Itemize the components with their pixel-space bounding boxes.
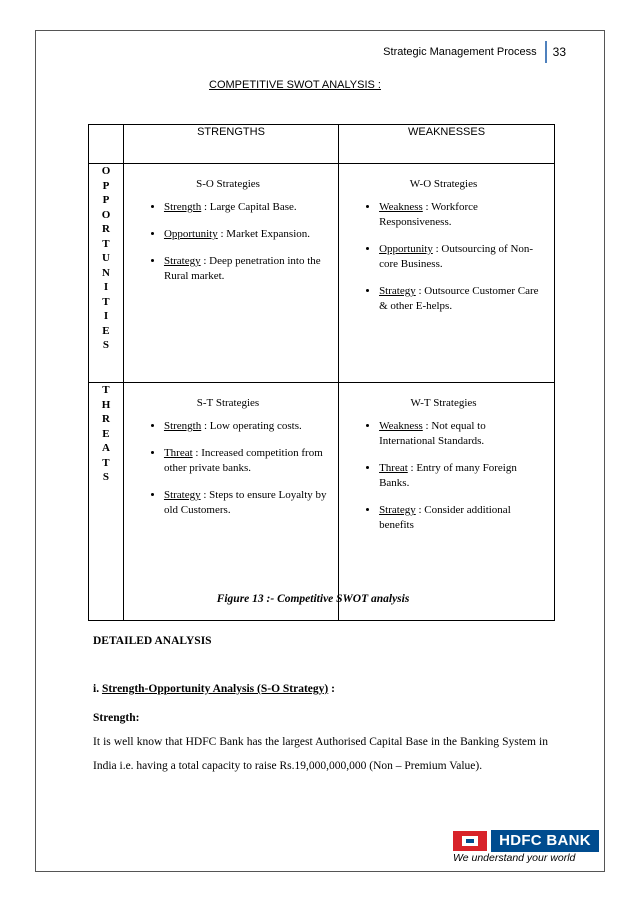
list-item: • Strategy : Outsource Customer Care & other E-helps. <box>379 284 544 314</box>
side-letter: E <box>102 427 110 440</box>
page-number: 33 <box>552 45 566 59</box>
list-item: • Opportunity : Outsourcing of Non-core Business. <box>379 242 544 272</box>
detailed-analysis-heading: DETAILED ANALYSIS <box>93 635 212 647</box>
row-opportunities <box>89 164 124 383</box>
side-letter: R <box>102 413 110 425</box>
list-item: • Threat : Entry of many Foreign Banks. <box>379 461 544 491</box>
page-header <box>383 41 566 63</box>
so-cell <box>123 164 338 383</box>
st-list <box>136 419 328 518</box>
side-letter: P <box>102 194 110 206</box>
col-weaknesses: WEAKNESSES <box>339 125 555 164</box>
side-letter: U <box>102 252 110 264</box>
side-letter: T <box>102 384 110 396</box>
swot-heading: COMPETITIVE SWOT ANALYSIS : <box>209 79 381 91</box>
list-item: • Opportunity : Market Expansion. <box>164 227 328 242</box>
col-strengths: STRENGTHS <box>123 125 338 164</box>
list-item: • Threat : Increased competition from other private banks. <box>164 446 328 476</box>
figure-caption: Figure 13 :- Competitive SWOT analysis <box>216 593 410 605</box>
row-threats <box>89 383 124 621</box>
wt-cell <box>339 383 555 621</box>
side-letter: O <box>101 208 111 221</box>
list-item: • Strength : Low operating costs. <box>164 419 328 434</box>
side-letter: I <box>103 281 109 293</box>
list-item: • Strategy : Consider additional benefits <box>379 503 544 533</box>
list-item: • Strength : Large Capital Base. <box>164 200 328 215</box>
side-letter: S <box>102 339 110 351</box>
strength-label: Strength: <box>93 712 140 724</box>
wo-title: W-O Strategies <box>409 178 478 190</box>
wt-title: W-T Strategies <box>410 397 477 409</box>
wt-list <box>351 419 544 533</box>
side-letter: T <box>102 237 110 250</box>
side-letter: T <box>102 295 110 308</box>
side-letter: N <box>102 266 110 279</box>
side-letter: S <box>102 471 110 483</box>
side-letter: I <box>103 310 109 322</box>
side-letter: E <box>102 324 110 337</box>
side-letter: P <box>102 179 110 192</box>
list-item: • Weakness : Workforce Responsiveness. <box>379 200 544 230</box>
logo-tagline: We understand your world <box>453 852 576 864</box>
header-title: Strategic Management Process <box>383 46 537 58</box>
so-list <box>136 200 328 284</box>
side-letter: H <box>101 398 111 411</box>
st-cell <box>123 383 338 621</box>
wo-cell <box>339 164 555 383</box>
side-letter: O <box>101 165 111 177</box>
so-analysis-heading: i. Strength-Opportunity Analysis (S-O Strategy) : <box>93 683 335 695</box>
hdfc-logo <box>453 830 599 864</box>
corner-cell <box>89 125 124 164</box>
list-item: • Strategy : Deep penetration into the Rural market. <box>164 254 328 284</box>
list-item: • Weakness : Not equal to International Standards. <box>379 419 544 449</box>
header-divider <box>545 41 547 63</box>
list-item: • Strategy : Steps to ensure Loyalty by old Customers. <box>164 488 328 518</box>
so-title: S-O Strategies <box>196 178 260 190</box>
side-letter: R <box>102 223 110 235</box>
side-letter: A <box>102 442 110 454</box>
side-letter: T <box>102 456 110 469</box>
strength-paragraph: It is well know that HDFC Bank has the largest Authorised Capital Base in the Banking System in India i.e. having a total capacity to raise Rs.19,000,000,000 (Non – Premium Value). <box>93 736 548 772</box>
logo-name: HDFC BANK <box>491 830 599 852</box>
wo-list <box>351 200 544 314</box>
st-title: S-T Strategies <box>196 397 260 409</box>
hdfc-logo-mark-icon <box>453 831 487 851</box>
swot-table <box>88 124 555 621</box>
